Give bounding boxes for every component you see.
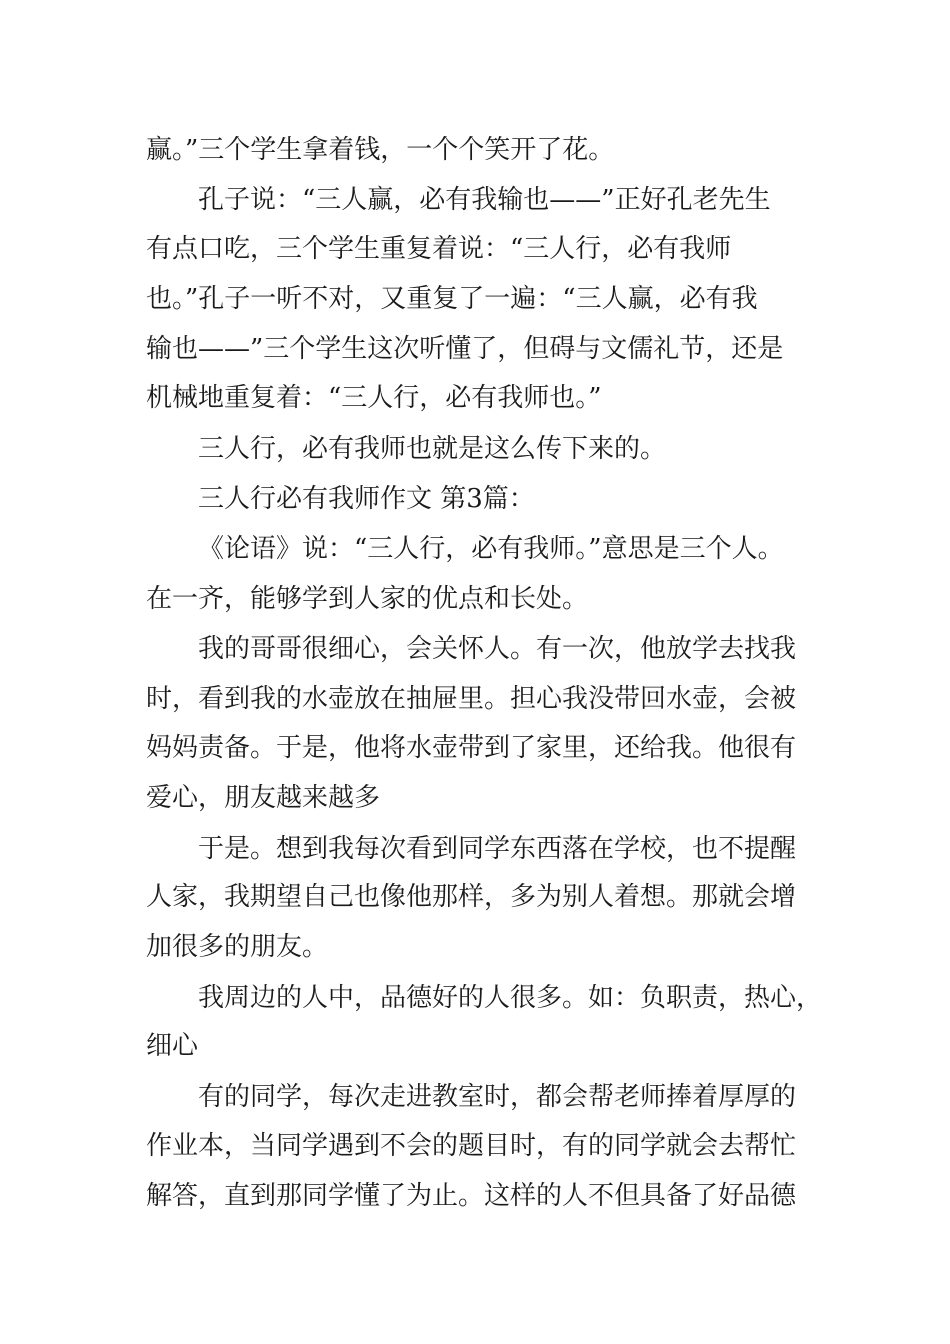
line-text: 输也——”三个学生这次听懂了，但碍与文儒礼节，还是 <box>146 334 784 364</box>
text-line <box>0 175 950 225</box>
text-line <box>0 125 950 175</box>
line-text: 赢。”三个学生拿着钱，一个个笑开了花。 <box>146 135 615 165</box>
text-line <box>0 224 950 274</box>
text-line <box>0 274 950 324</box>
line-text: 加很多的朋友。 <box>146 932 329 962</box>
section-heading <box>0 474 950 524</box>
text-line <box>0 723 950 773</box>
line-text: 三人行必有我师作文 第3篇： <box>198 484 535 514</box>
line-text: 《论语》说：“三人行，必有我师。”意思是三个人。 <box>198 534 784 564</box>
text-line <box>0 373 950 423</box>
text-line <box>0 574 950 624</box>
line-text: 有的同学，每次走进教室时，都会帮老师捧着厚厚的 <box>198 1082 797 1112</box>
text-line <box>0 1072 950 1122</box>
line-text: 有点口吃，三个学生重复着说：“三人行，必有我师 <box>146 234 732 264</box>
line-text: 作业本，当同学遇到不会的题目时，有的同学就会去帮忙 <box>146 1131 797 1161</box>
line-text: 时，看到我的水壶放在抽屉里。担心我没带回水壶，会被 <box>146 684 797 714</box>
text-line <box>0 1121 950 1171</box>
text-line <box>0 773 950 823</box>
text-line <box>0 524 950 574</box>
text-line <box>0 424 950 474</box>
text-line <box>0 922 950 972</box>
text-line <box>0 624 950 674</box>
line-text: 孔子说：“三人赢，必有我输也——”正好孔老先生 <box>198 185 771 215</box>
line-text: 也。”孔子一听不对，又重复了一遍：“三人赢，必有我 <box>146 284 758 314</box>
text-line <box>0 674 950 724</box>
line-text: 解答，直到那同学懂了为止。这样的人不但具备了好品德 <box>146 1181 797 1211</box>
line-text: 妈妈责备。于是，他将水壶带到了家里，还给我。他很有 <box>146 733 797 763</box>
text-line <box>0 973 950 1023</box>
line-text: 我周边的人中，品德好的人很多。如：负职责，热心， <box>198 983 823 1013</box>
line-text: 于是。想到我每次看到同学东西落在学校，也不提醒 <box>198 834 797 864</box>
line-text: 我的哥哥很细心，会关怀人。有一次，他放学去找我 <box>198 634 797 664</box>
line-text: 三人行，必有我师也就是这么传下来的。 <box>198 434 667 464</box>
line-text: 机械地重复着：“三人行，必有我师也。” <box>146 383 602 413</box>
text-line <box>0 1021 950 1071</box>
line-text: 在一齐，能够学到人家的优点和长处。 <box>146 584 589 614</box>
text-line <box>0 872 950 922</box>
line-text: 爱心，朋友越来越多 <box>146 783 381 813</box>
text-line <box>0 824 950 874</box>
line-text: 人家，我期望自己也像他那样，多为别人着想。那就会增 <box>146 882 797 912</box>
line-text: 细心 <box>146 1031 199 1061</box>
text-line <box>0 324 950 374</box>
text-line <box>0 1171 950 1221</box>
